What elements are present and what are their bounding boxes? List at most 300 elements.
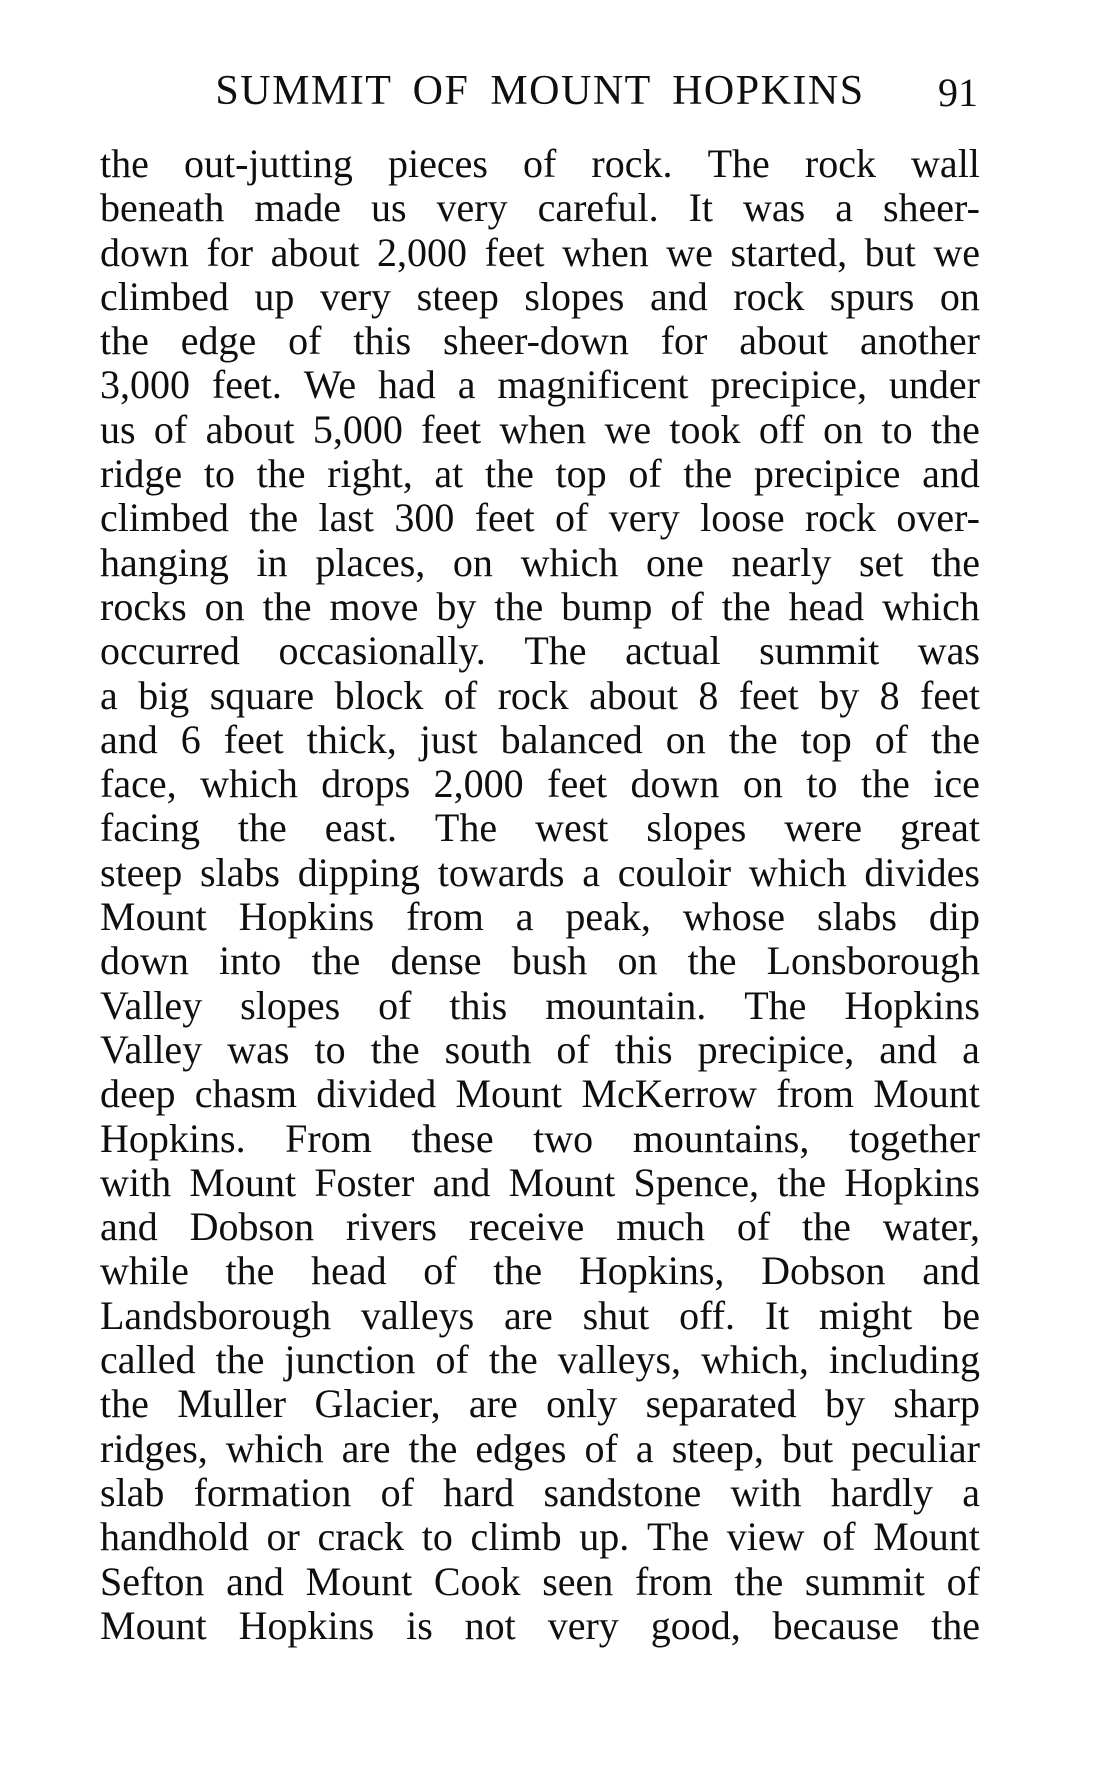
word: on [742,761,783,807]
word: last [318,495,374,541]
word: Hopkins [844,1159,980,1205]
word: precipice, [710,362,867,408]
word: McKerrow [581,1071,757,1117]
word: seen [542,1558,614,1604]
word: of [378,982,412,1028]
text-line [100,1604,980,1648]
word: and [922,451,980,497]
word: the [100,1381,149,1427]
word: great [900,805,980,851]
word: 2,000 [377,229,468,275]
word: another [859,318,980,364]
word: the [100,141,149,186]
word: this [353,318,412,364]
word: was [227,1026,290,1072]
word: square [209,672,315,718]
word: block [334,672,424,718]
text-line [100,496,980,540]
text-line [100,585,980,629]
word: summit [759,628,880,674]
page-title: SUMMIT OF MOUNT HOPKINS [215,68,865,114]
word: the [488,1337,538,1383]
word: The [524,628,587,674]
word: facing [100,805,200,851]
word: Dobson [761,1248,886,1294]
word: of [670,583,704,629]
word: the [721,583,771,629]
word: much [616,1204,705,1250]
word: From [285,1115,372,1161]
text-line [100,1117,980,1161]
word: 300 [394,495,455,541]
word: with [100,1159,172,1205]
word: we [666,229,713,275]
word: the [860,761,910,807]
word: about [589,672,678,718]
word: a [100,672,118,718]
word: edge [180,318,257,364]
word: of [288,318,322,364]
word: We [303,362,357,408]
word: slabs [199,849,280,895]
word: places, [315,539,426,585]
text-line [100,1028,980,1072]
text-line [100,142,980,186]
word: on [204,583,245,629]
body-text [100,142,980,1648]
word: about [270,229,360,275]
word: good, [650,1602,741,1648]
word: towards [437,849,565,895]
word: us [100,406,136,452]
word: are [503,1292,553,1338]
word: feet [920,672,980,718]
word: 5,000 [312,406,403,452]
word: sheer-down [443,318,629,364]
word: Mount [873,1514,980,1560]
word: move [329,583,419,629]
word: and [649,273,708,319]
word: slab [100,1469,165,1515]
word: Dobson [189,1204,315,1250]
word: a [515,894,534,940]
word: the [249,495,299,541]
word: Hopkins [844,982,980,1028]
word: and [432,1159,491,1205]
word: dip [928,894,980,940]
word: deep [100,1071,176,1117]
word: mountains, [632,1115,810,1161]
text-line [100,363,980,407]
word: Muller [177,1381,287,1427]
word: The [646,1514,710,1560]
text-line [100,1515,980,1559]
word: this [449,982,508,1028]
word: up. [579,1514,630,1560]
word: peculiar [851,1425,980,1471]
running-header [100,68,980,114]
word: of [555,495,589,541]
word: actual [625,628,721,674]
text-line [100,762,980,806]
word: bush [511,938,588,984]
word: rock [804,495,877,541]
word: of [523,141,557,186]
word: the [931,1602,980,1648]
word: to [314,1026,346,1072]
word: water, [882,1204,980,1250]
word: Hopkins, [578,1248,725,1294]
word: of [874,716,909,762]
word: formation [193,1469,352,1515]
word: the [493,1248,543,1294]
word: the [311,938,361,984]
word: Valley [100,982,203,1028]
word: from [776,1071,854,1117]
word: sandstone [543,1469,702,1515]
word: hardly [830,1469,933,1515]
word: to [806,761,838,807]
text-line [100,851,980,895]
word: of [380,1469,414,1515]
word: of [946,1558,980,1604]
word: Valley [100,1026,203,1072]
word: down [100,229,189,275]
word: the [683,451,733,497]
word: the [728,716,778,762]
word: under [888,362,980,408]
word: by [436,583,477,629]
word: ridge [100,451,183,497]
word: Sefton [100,1558,205,1604]
text-line [100,939,980,983]
word: which, [701,1337,809,1383]
text-line [100,319,980,363]
word: west [535,805,609,851]
word: while [100,1248,189,1294]
word: valleys, [557,1337,682,1383]
word: slopes [240,982,341,1028]
word: ice [933,761,980,807]
text-line [100,895,980,939]
word: when [499,406,587,452]
word: slopes [524,273,625,319]
word: the [215,1337,265,1383]
word: which [520,539,619,585]
word: into [219,938,282,984]
word: Hopkins [238,1602,375,1648]
word: careful. [537,185,659,231]
word: two [533,1115,594,1161]
word: the [931,539,980,585]
word: from [406,894,484,940]
word: It [764,1292,790,1338]
word: nearly [731,539,832,585]
text-line [100,1161,980,1205]
word: started, [730,229,848,275]
word: precipice [753,451,901,497]
word: Mount [189,1159,297,1205]
word: couloir [617,849,732,895]
word: of [435,1337,469,1383]
word: the [262,583,312,629]
word: feet [738,672,799,718]
word: was [743,185,806,231]
word: were [784,805,863,851]
word: a [582,849,600,895]
word: a [635,1425,654,1471]
word: Mount [508,1159,616,1205]
word: of [584,1425,618,1471]
word: divides [864,849,980,895]
word: on [617,938,658,984]
word: only [546,1381,618,1427]
word: the [484,451,534,497]
word: with [730,1469,802,1515]
word: just [419,716,478,762]
word: top [555,451,607,497]
word: big [138,672,190,718]
text-line [100,1471,980,1515]
word: made [254,185,341,231]
word: peak, [565,894,651,940]
word: handhold [100,1514,249,1560]
word: The [707,141,770,186]
word: the [408,1425,458,1471]
word: rocks [100,583,187,629]
word: up [254,273,295,319]
word: of [423,1248,457,1294]
word: set [859,539,904,585]
word: valleys [360,1292,475,1338]
text-line [100,408,980,452]
word: which [748,849,847,895]
word: for [206,229,254,275]
word: Foster [314,1159,415,1205]
word: Mount [100,1602,207,1648]
text-line [100,541,980,585]
word: climbed [100,273,229,319]
word: beneath [100,185,225,231]
word: the [734,1558,784,1604]
word: is [406,1602,433,1648]
word: pieces [387,141,488,186]
word: in [256,539,288,585]
word: these [411,1115,494,1161]
word: at [434,451,464,497]
word: junction [284,1337,416,1383]
word: are [341,1425,391,1471]
word: south [444,1026,532,1072]
word: drops [321,761,411,807]
word: because [772,1602,900,1648]
word: the [370,1026,420,1072]
word: Cook [433,1558,521,1604]
word: 8 [698,672,719,718]
word: we [604,406,652,452]
word: slabs [816,894,897,940]
word: separated [645,1381,797,1427]
word: are [468,1381,518,1427]
text-line [100,452,980,496]
word: we [933,229,980,275]
word: chasm [194,1071,297,1117]
word: of [556,1026,590,1072]
word: and [879,1026,938,1072]
word: rock. [591,141,673,186]
word: on [665,716,706,762]
word: the [931,716,980,762]
word: might [819,1292,913,1338]
word: ridges, [100,1425,208,1471]
text-line [100,718,980,762]
word: feet [484,229,545,275]
word: wall [911,141,980,186]
word: off. [679,1292,736,1338]
text-line [100,674,980,718]
word: but [781,1425,834,1471]
text-line [100,1338,980,1382]
word: east. [324,805,397,851]
word: a [835,185,853,231]
word: on [939,273,980,319]
word: was [917,628,980,674]
word: on [452,539,493,585]
word: took [669,406,741,452]
word: divided [316,1071,437,1117]
word: feet [474,495,535,541]
word: feet [421,406,482,452]
text-line [100,1427,980,1471]
word: over- [896,495,980,541]
word: It [688,185,714,231]
word: head [311,1248,387,1294]
word: dense [390,938,482,984]
word: the [687,938,737,984]
word: sheer- [882,185,980,231]
word: and [100,716,158,762]
word: rivers [345,1204,437,1250]
text-line [100,275,980,319]
word: Hopkins [238,894,375,940]
word: Mount [100,894,207,940]
word: not [464,1602,516,1648]
text-line [100,1205,980,1249]
word: of [153,406,188,452]
word: top [800,716,852,762]
word: Landsborough [100,1292,332,1338]
word: a [457,362,476,408]
word: Mount [305,1558,413,1604]
word: climb [470,1514,562,1560]
word: precipice, [697,1026,855,1072]
word: 2,000 [433,761,524,807]
word: mountain. [545,982,707,1028]
word: rock [733,273,805,319]
word: Mount [455,1071,563,1117]
word: the [930,406,980,452]
word: one [646,539,704,585]
word: of [628,451,662,497]
word: hard [443,1469,515,1515]
word: Spence, [633,1159,760,1205]
word: climbed [100,495,229,541]
word: right, [327,451,413,497]
word: the [494,583,544,629]
text-line [100,629,980,673]
word: together [848,1115,980,1161]
word: which [200,761,298,807]
word: feet [547,761,608,807]
word: rock [497,672,569,718]
word: about [739,318,829,364]
word: of [736,1204,771,1250]
word: and [226,1558,284,1604]
word: by [824,1381,865,1427]
word: dipping [297,849,420,895]
word: steep [416,273,499,319]
word: a [962,1026,980,1072]
word: shut [582,1292,650,1338]
word: view [726,1514,805,1560]
word: rock [804,141,876,186]
word: steep, [671,1425,764,1471]
word: which [882,583,980,629]
word: a [962,1469,980,1515]
word: receive [468,1204,585,1250]
text-line [100,1072,980,1116]
word: of [822,1514,856,1560]
word: the [100,318,149,364]
word: thick, [306,716,397,762]
word: the [225,1248,275,1294]
word: very [608,495,680,541]
word: slopes [646,805,747,851]
word: this [614,1026,673,1072]
word: The [434,805,498,851]
word: hanging [100,539,229,585]
word: of [443,672,478,718]
text-line [100,231,980,275]
word: spurs [829,273,915,319]
word: crack [317,1514,405,1560]
word: sharp [893,1381,980,1427]
word: Glacier, [314,1381,441,1427]
text-line [100,984,980,1028]
text-line [100,1294,980,1338]
word: Mount [873,1071,980,1117]
word: down [100,938,189,984]
text-line [100,1382,980,1426]
word: 8 [879,672,900,718]
word: very [319,273,392,319]
word: from [634,1558,713,1604]
word: 3,000 [100,362,190,408]
word: the [777,1159,827,1205]
word: had [378,362,436,408]
word: for [660,318,708,364]
word: occurred [100,628,240,674]
word: which [225,1425,324,1471]
text-line [100,1560,980,1604]
word: when [562,229,649,275]
text-line [100,806,980,850]
word: the [802,1204,851,1250]
word: the [237,805,287,851]
word: steep [100,849,183,895]
word: feet [223,716,284,762]
word: and [100,1204,158,1250]
